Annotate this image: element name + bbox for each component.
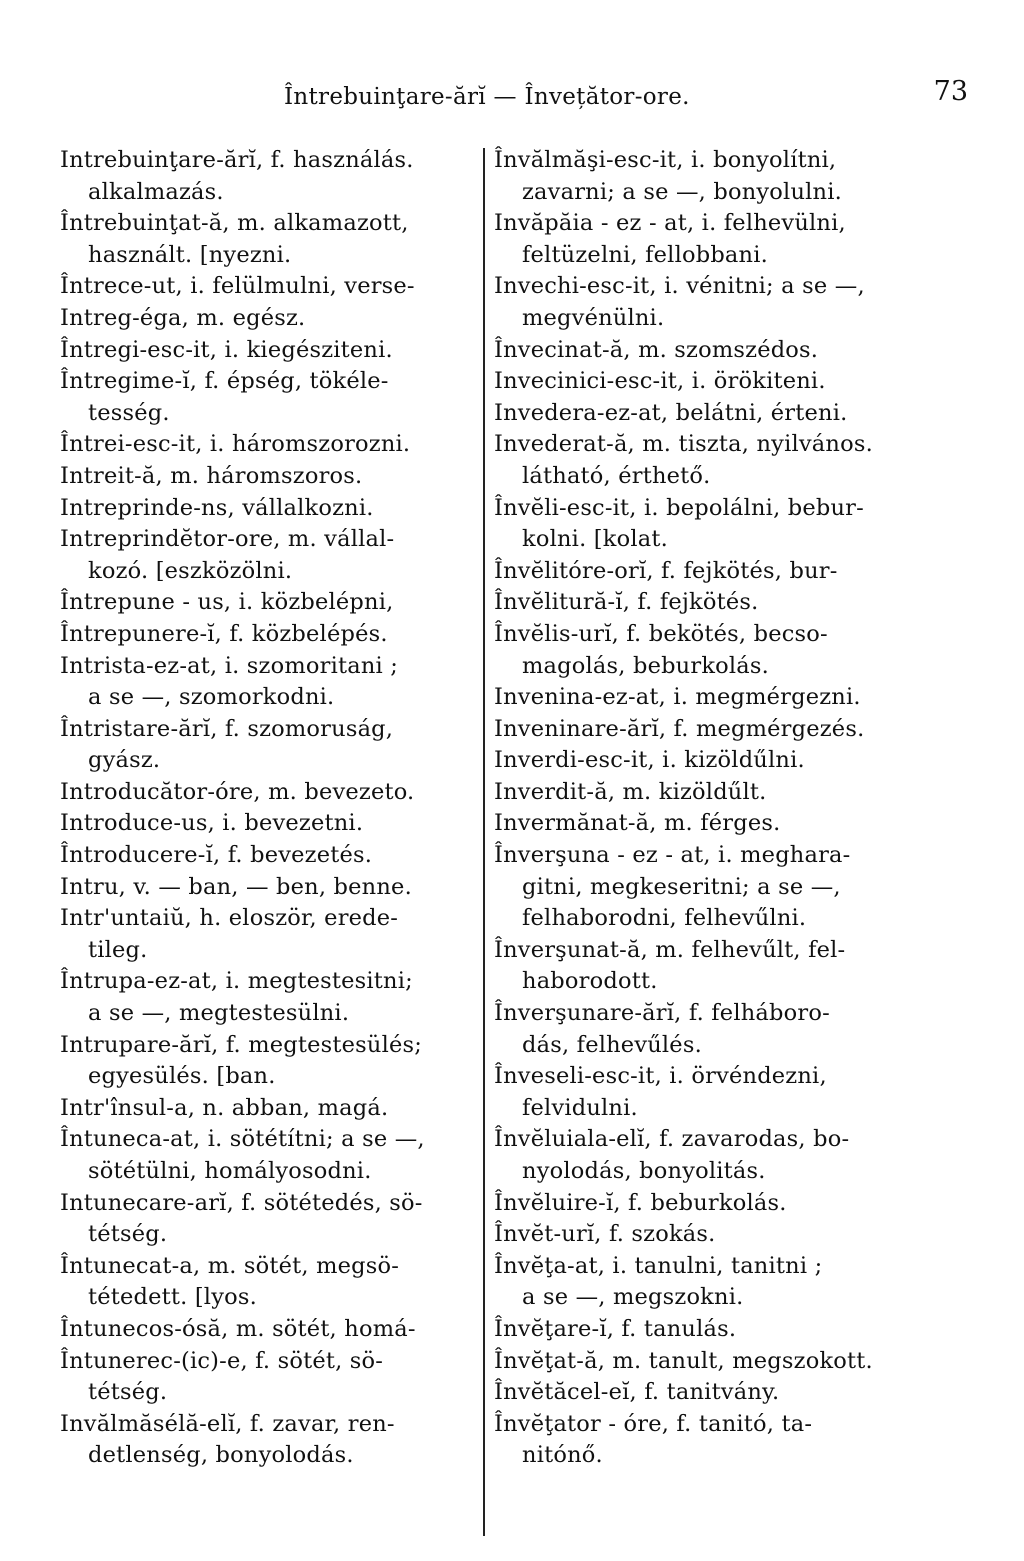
dictionary-line: Invecinici-esc-it, i. örökiteni. [494,368,826,395]
dictionary-line: Învĕtăcel-eĭ, f. tanitvány. [494,1379,780,1406]
right-column [494,145,938,1535]
dictionary-line: Inveninare-ărĭ, f. megmérgezés. [494,715,865,742]
dictionary-line: Intreprindĕtor-ore, m. vállal- [60,526,395,553]
dictionary-line: Intunecare-arĭ, f. sötétedés, sö- [60,1189,423,1216]
dictionary-line: Întunecat-a, m. sötét, megsö- [60,1252,400,1279]
dictionary-line: Învecinat-ă, m. szomszédos. [494,336,819,363]
dictionary-line: Învĕli-esc-it, i. bepolálni, bebur- [494,494,864,521]
dictionary-line: Întunecos-ósă, m. sötét, homá- [60,1315,416,1342]
dictionary-line: Întrepunere-ĭ, f. közbelépés. [60,620,388,647]
dictionary-line: Întunerec-(ic)-e, f. sötét, sö- [60,1347,384,1374]
dictionary-line: Întrece-ut, i. felülmulni, verse- [60,273,415,300]
dictionary-line: Intrebuinţare-ărĭ, f. használás. [60,147,414,173]
dictionary-line: Înverşunat-ă, m. felhevűlt, fel- [494,936,846,963]
dictionary-line: haborodott. [522,968,658,995]
dictionary-line: Intreg-éga, m. egész. [60,304,306,331]
dictionary-line: felvidulni. [522,1094,638,1121]
dictionary-line: Intru, v. — ban, — ben, benne. [60,873,412,900]
dictionary-line: használt. [nyezni. [88,241,292,268]
dictionary-line: Înveseli-esc-it, i. örvéndezni, [494,1063,827,1090]
column-divider [483,148,485,1536]
page-number: 73 [933,76,968,107]
dictionary-line: megvénülni. [522,304,665,331]
dictionary-line: Întregime-ĭ, f. épség, tökéle- [60,368,389,395]
dictionary-line: Întristare-ărĭ, f. szomoruság, [60,715,394,742]
dictionary-line: kolni. [kolat. [522,526,668,553]
running-title: Întrebuinţare-ărĭ — Învețător-ore. [284,84,690,110]
dictionary-line: felhaborodni, felhevűlni. [522,905,807,932]
dictionary-line: Învĕluire-ĭ, f. beburkolás. [494,1189,787,1216]
dictionary-line: tétség. [88,1221,168,1248]
dictionary-line: Învĕţat-ă, m. tanult, megszokott. [494,1347,873,1374]
dictionary-line: Intreprinde-ns, vállalkozni. [60,494,374,521]
dictionary-line: Inverdit-ă, m. kizöldűlt. [494,778,767,805]
dictionary-line: feltüzelni, fellobbani. [522,241,768,268]
dictionary-line: Întuneca-at, i. sötétítni; a se —, [60,1126,425,1153]
dictionary-line: Intr'untaiŭ, h. eloször, erede- [60,905,399,932]
dictionary-line: Întroducere-ĭ, f. bevezetés. [60,842,373,869]
dictionary-line: a se —, megszokni. [522,1284,744,1311]
dictionary-line: Invălmăsélă-elĭ, f. zavar, ren- [60,1410,395,1437]
dictionary-line: a se —, szomorkodni. [88,684,335,711]
dictionary-line: Înverşunare-ărĭ, f. felháboro- [494,1000,830,1027]
dictionary-line: Invederat-ă, m. tiszta, nyilvános. [494,431,873,458]
dictionary-line: gyász. [88,747,161,774]
dictionary-line: Întrupa-ez-at, i. megtestesitni; [60,968,413,995]
dictionary-line: nyolodás, bonyolitás. [522,1158,766,1184]
dictionary-line: Învĕţare-ĭ, f. tanulás. [494,1315,737,1342]
dictionary-line: Învĕlitóre-orĭ, f. fejkötés, bur- [494,557,838,584]
dictionary-line: Invăpăia - ez - at, i. felhevülni, [494,210,846,237]
dictionary-line: Invechi-esc-it, i. vénitni; a se —, [494,273,865,300]
dictionary-line: Învĕţator - óre, f. tanitó, ta- [494,1410,813,1437]
dictionary-line: Invermănat-ă, m. férges. [494,810,781,837]
dictionary-line: Intr'însul-a, n. abban, magá. [60,1094,389,1121]
dictionary-line: Învĕt-urĭ, f. szokás. [494,1221,716,1248]
dictionary-line: Învălmăşi-esc-it, i. bonyolítni, [494,147,837,173]
dictionary-line: tétedett. [lyos. [88,1284,257,1311]
dictionary-line: Întregi-esc-it, i. kiegésziteni. [60,336,393,363]
dictionary-line: Intreit-ă, m. háromszoros. [60,462,363,489]
left-column [60,145,474,1535]
dictionary-line: kozó. [eszközölni. [88,557,293,584]
dictionary-line: Înverşuna - ez - at, i. meghara- [494,842,851,869]
dictionary-line: zavarni; a se —, bonyolulni. [522,178,842,205]
dictionary-line: dás, felhevűlés. [522,1031,702,1058]
dictionary-line: Introducător-óre, m. bevezeto. [60,778,415,805]
dictionary-line: Inverdi-esc-it, i. kizöldűlni. [494,747,805,774]
dictionary-line: Întrei-esc-it, i. háromszorozni. [60,431,411,458]
dictionary-line: Întrebuinţat-ă, m. alkamazott, [60,210,409,237]
dictionary-line: tileg. [88,936,148,963]
dictionary-line: Învĕţa-at, i. tanulni, tanitni ; [494,1252,823,1279]
page-header [0,66,1024,126]
dictionary-line: Învĕlitură-ĭ, f. fejkötés. [494,589,759,616]
dictionary-line: Invenina-ez-at, i. megmérgezni. [494,684,861,711]
dictionary-line: látható, érthető. [522,462,711,489]
dictionary-line: detlenség, bonyolodás. [88,1442,354,1469]
dictionary-line: Intrista-ez-at, i. szomoritani ; [60,652,399,679]
dictionary-line: nitónő. [522,1442,603,1469]
dictionary-line: a se —, megtestesülni. [88,1000,350,1027]
dictionary-line: tesség. [88,399,170,426]
dictionary-line: sötétülni, homályosodni. [88,1158,372,1184]
dictionary-line: Invedera-ez-at, belátni, érteni. [494,399,848,426]
dictionary-line: Introduce-us, i. bevezetni. [60,810,364,837]
dictionary-line: tétség. [88,1379,168,1406]
dictionary-line: alkalmazás. [88,178,224,205]
dictionary-line: Învĕluiala-elĭ, f. zavarodas, bo- [494,1126,850,1153]
dictionary-line: Învĕlis-urĭ, f. bekötés, becso- [494,620,828,647]
dictionary-line: Intrupare-ărĭ, f. megtestesülés; [60,1031,423,1058]
dictionary-line: egyesülés. [ban. [88,1063,276,1090]
dictionary-line: magolás, beburkolás. [522,652,770,679]
dictionary-line: gitni, megkeseritni; a se —, [522,873,841,900]
dictionary-line: Întrepune - us, i. közbelépni, [60,589,394,616]
